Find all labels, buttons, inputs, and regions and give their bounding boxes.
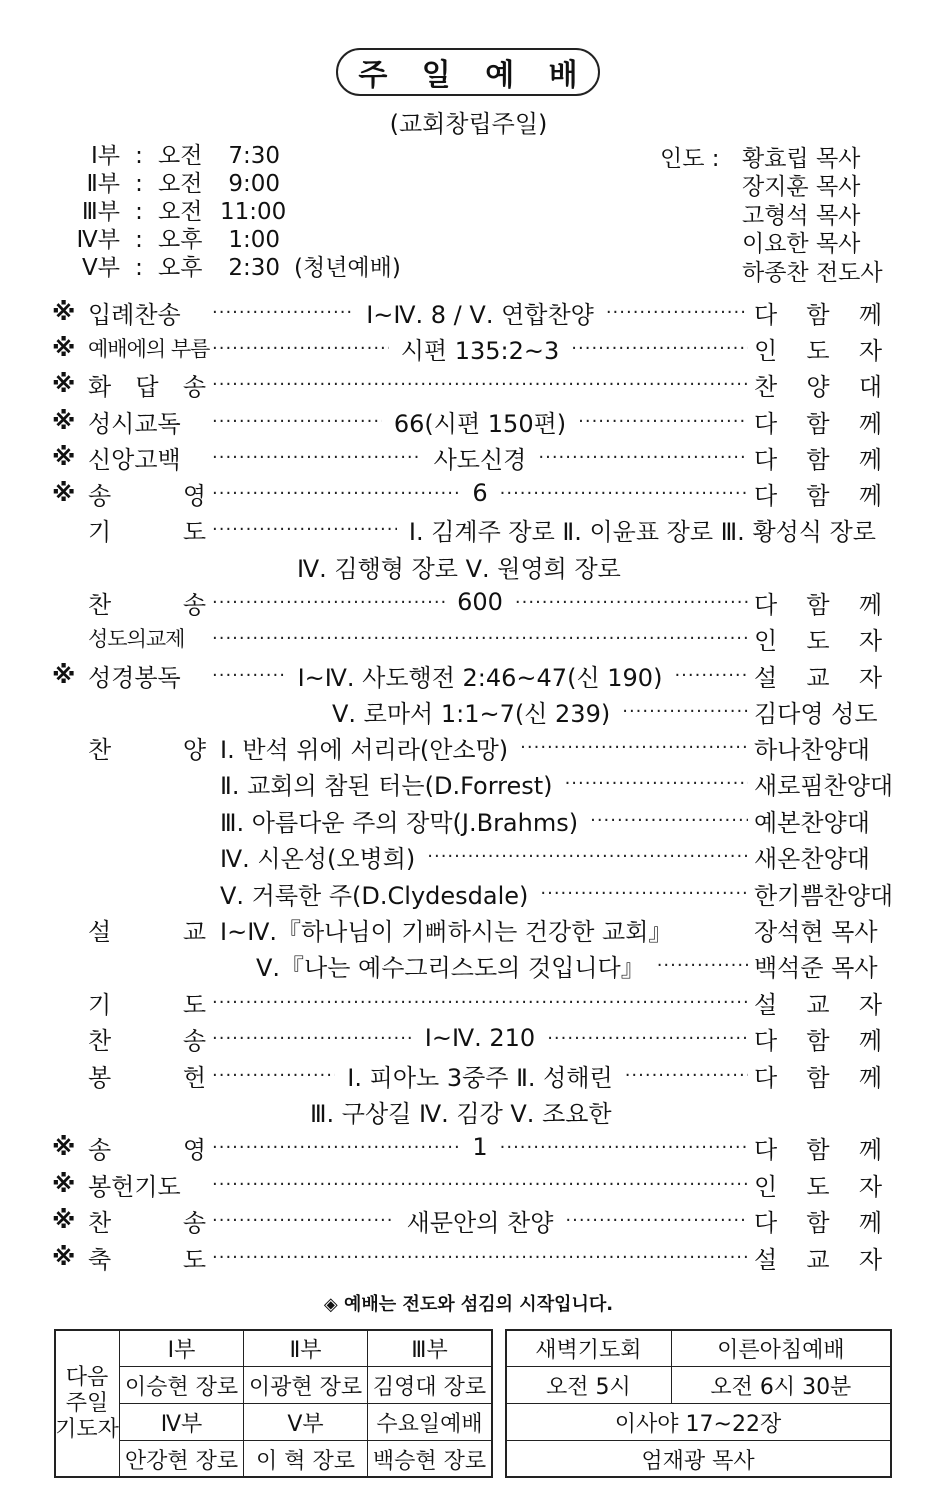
item-name-part: 봉헌기도 — [88, 1172, 181, 1201]
service-note: (청년예배) — [294, 255, 401, 281]
item-name — [88, 985, 206, 1020]
item-responder-part: 께 — [858, 590, 882, 619]
item-responder-part: 다 — [754, 1208, 778, 1237]
anthem-row — [214, 803, 882, 837]
reference-mark: ※ — [52, 298, 76, 326]
leader-dots — [212, 1210, 395, 1231]
item-name-part: 송 — [182, 1026, 206, 1055]
item-content: Ⅰ. 김계주 장로 Ⅱ. 이윤표 장로 Ⅲ. 황성식 장로 — [408, 517, 876, 546]
item-content: Ⅰ. 피아노 3중주 Ⅱ. 성해린 — [347, 1063, 613, 1092]
item-content: Ⅴ. 거룩한 주(D.Clydesdale) — [220, 881, 529, 910]
leader-dots — [427, 846, 748, 867]
item-responder — [754, 1203, 882, 1238]
service-part: Ⅱ부 — [86, 171, 120, 197]
order-item — [52, 621, 882, 655]
item-responder-part: 대 — [858, 372, 882, 401]
item-responder-part: 다 — [754, 409, 778, 438]
service-part: Ⅴ부 — [82, 255, 120, 281]
item-name-part: 축 — [88, 1245, 112, 1274]
leader-dots — [212, 1174, 748, 1195]
leader-dots — [212, 1028, 413, 1049]
service-time: 7:30 — [228, 143, 280, 169]
item-name — [88, 1130, 206, 1165]
leader-dots — [590, 810, 748, 831]
separator: : — [135, 255, 143, 281]
reference-mark: ※ — [52, 1133, 76, 1161]
order-item — [52, 585, 882, 619]
item-responder-part: 자 — [858, 336, 883, 365]
item-content: 6 — [472, 479, 488, 507]
item-name — [88, 912, 206, 947]
item-responder — [754, 404, 882, 439]
item-responder-part: 설 — [754, 990, 778, 1019]
service-ampm: 오전 — [158, 199, 203, 225]
item-name — [88, 658, 206, 693]
page-title: 주 일 예 배 — [336, 48, 600, 96]
service-part: Ⅲ부 — [81, 199, 120, 225]
leader-dots — [212, 628, 748, 649]
item-responder — [754, 367, 882, 402]
leader-dots — [500, 1137, 748, 1158]
table-header: Ⅴ부 — [244, 1404, 368, 1441]
anthem-row — [214, 876, 894, 910]
service-ampm: 오후 — [158, 227, 203, 253]
item-responder-part: 함 — [806, 481, 830, 510]
anthem-row — [214, 840, 882, 874]
item-responder — [754, 985, 882, 1020]
item-responder-part: 교 — [806, 990, 830, 1019]
item-responder-part: 께 — [858, 409, 883, 438]
item-name-part: 도 — [182, 990, 206, 1019]
item-responder — [754, 440, 882, 475]
item-responder-part: 함 — [806, 590, 830, 619]
item-name — [88, 333, 210, 363]
item-name-part: 기 — [88, 990, 112, 1019]
item-name-part: 신앙고백 — [88, 445, 181, 474]
leader-dots — [212, 992, 748, 1013]
preacher-cell: 엄재광 목사 — [506, 1441, 891, 1478]
order-item — [52, 476, 882, 510]
item-responder-part: 함 — [806, 300, 830, 329]
item-content: 600 — [457, 588, 503, 616]
item-responder-part: 함 — [806, 1208, 830, 1237]
label-line: 주일 — [65, 1390, 109, 1416]
item-responder — [754, 1167, 882, 1202]
anthem-label — [52, 730, 212, 764]
item-content: Ⅰ~Ⅳ. 210 — [424, 1024, 536, 1052]
leader-dots — [625, 1065, 748, 1086]
leader-dots — [538, 447, 748, 468]
table-cell: 이승현 장로 — [120, 1367, 244, 1404]
item-name-part: 예배에의 부름 — [88, 337, 210, 361]
item-responder-part: 찬 — [754, 372, 778, 401]
item-responder — [754, 476, 882, 511]
item-responder-part: 함 — [806, 1026, 830, 1055]
item-responder-part: 교 — [806, 1245, 830, 1274]
item-content: Ⅴ.『나는 예수그리스도의 것입니다』 — [256, 953, 645, 982]
service-part: Ⅳ부 — [76, 227, 120, 253]
item-name — [88, 1058, 206, 1093]
item-content: Ⅳ. 시온성(오병희) — [220, 845, 416, 874]
item-responder: 김다영 성도 — [754, 699, 878, 728]
leader-dots — [515, 592, 748, 613]
item-name — [88, 730, 206, 765]
order-item — [52, 1058, 882, 1092]
item-name — [88, 1240, 206, 1275]
item-content: 1 — [472, 1133, 488, 1161]
item-responder-part: 께 — [858, 1026, 882, 1055]
item-content: Ⅲ. 아름다운 주의 장막(J.Brahms) — [220, 808, 579, 837]
item-name-part: 송 — [182, 590, 206, 619]
prayer-continuation: Ⅳ. 김행형 장로 Ⅴ. 원영희 장로 — [297, 555, 621, 583]
reference-mark: ※ — [52, 1170, 76, 1198]
item-responder — [754, 1021, 882, 1056]
item-name-part: 영 — [182, 1135, 206, 1164]
table-header: Ⅲ부 — [368, 1330, 492, 1367]
leader-dots — [212, 483, 460, 504]
item-responder: 백석준 목사 — [754, 953, 878, 982]
item-name-part: 입례찬송 — [88, 300, 181, 329]
item-responder-part: 함 — [806, 1063, 830, 1092]
item-responder — [754, 658, 882, 693]
item-name-part: 도 — [182, 517, 206, 546]
table-cell: 오전 6시 30분 — [671, 1367, 890, 1404]
table-cell: 이광현 장로 — [244, 1367, 368, 1404]
item-content: Ⅰ~Ⅳ. 8 / Ⅴ. 연합찬양 — [366, 300, 594, 329]
leader-dots — [500, 483, 748, 504]
item-responder-part: 다 — [754, 445, 778, 474]
table-header: Ⅰ부 — [120, 1330, 244, 1367]
service-time: 1:00 — [228, 227, 280, 253]
leader-dots — [578, 411, 748, 432]
leader-dots — [212, 374, 748, 395]
item-responder: 예본찬양대 — [754, 808, 870, 837]
item-name — [88, 1021, 206, 1056]
item-responder-part: 께 — [858, 1063, 882, 1092]
leader-dots — [212, 592, 445, 613]
order-item — [52, 985, 882, 1019]
item-name-part: 찬 — [88, 1208, 112, 1237]
leader-dots — [540, 883, 748, 904]
order-item — [52, 404, 882, 438]
leader-dots — [520, 737, 748, 758]
item-content: Ⅰ~Ⅳ. 사도행전 2:46~47(신 190) — [297, 663, 663, 692]
item-name — [88, 512, 206, 547]
table-cell: 안강현 장로 — [120, 1441, 244, 1478]
leader-dots — [212, 302, 354, 323]
item-name — [88, 404, 206, 439]
leader-name: 황효립 목사 — [742, 146, 861, 172]
item-name-part: 봉 — [88, 1063, 112, 1092]
order-item — [52, 440, 882, 474]
item-responder — [754, 1058, 882, 1093]
table-cell: 오전 5시 — [506, 1367, 672, 1404]
item-responder-part: 인 — [754, 336, 778, 365]
leader-dots — [212, 665, 286, 686]
separator: : — [135, 143, 143, 169]
service-part: Ⅰ부 — [90, 143, 120, 169]
order-item — [52, 1240, 882, 1274]
table-cell: 이 혁 장로 — [244, 1441, 368, 1478]
leader-dots — [674, 665, 748, 686]
item-content: 66(시편 150편) — [393, 409, 567, 438]
separator: : — [135, 227, 143, 253]
order-item — [52, 295, 882, 329]
item-name — [88, 367, 206, 402]
order-item — [52, 658, 882, 692]
item-responder-part: 인 — [754, 1172, 778, 1201]
service-ampm: 오후 — [158, 255, 203, 281]
sermon-row — [214, 912, 882, 946]
service-ampm: 오전 — [158, 143, 203, 169]
item-name — [88, 1167, 206, 1202]
item-name-part: 도 — [182, 1245, 206, 1274]
item-responder-part: 께 — [858, 481, 882, 510]
order-item — [52, 331, 882, 365]
offering-continuation: Ⅲ. 구상길 Ⅳ. 김강 Ⅴ. 조요한 — [310, 1100, 612, 1128]
anthem-row — [214, 767, 894, 801]
leader-dots — [565, 1210, 748, 1231]
item-name — [88, 295, 206, 330]
item-name-part: 송 — [88, 1135, 112, 1164]
item-content: Ⅴ. 로마서 1:1~7(신 239) — [332, 699, 611, 728]
item-responder-part: 도 — [806, 1172, 830, 1201]
item-responder-part: 다 — [754, 300, 778, 329]
reference-mark: ※ — [52, 1206, 76, 1234]
item-name-part: 찬 — [88, 1026, 112, 1055]
leader-dots — [212, 447, 422, 468]
item-responder-part: 양 — [806, 372, 830, 401]
leader-dots — [212, 519, 397, 540]
item-responder-part: 께 — [858, 1208, 883, 1237]
item-name-part: 영 — [182, 481, 206, 510]
item-responder: 한기쁨찬양대 — [754, 881, 894, 910]
item-responder-part: 자 — [858, 663, 883, 692]
reference-mark: ※ — [52, 1243, 76, 1271]
item-name-part: 성도의교제 — [88, 627, 185, 651]
item-responder-part: 다 — [754, 481, 778, 510]
item-responder: 장석현 목사 — [754, 917, 878, 946]
item-name — [88, 476, 206, 511]
service-time: 11:00 — [220, 199, 287, 225]
table-cell: 김영대 장로 — [368, 1367, 492, 1404]
sermon-row — [250, 948, 882, 982]
item-responder-part: 설 — [754, 663, 778, 692]
leader-name: 장지훈 목사 — [742, 174, 861, 201]
item-name-part: 찬 — [88, 735, 112, 764]
item-responder: 새로핌찬양대 — [754, 772, 894, 801]
table-header: 새벽기도회 — [506, 1330, 672, 1367]
item-name-part: 설 — [88, 917, 112, 946]
item-responder — [754, 1240, 882, 1275]
item-responder-part: 다 — [754, 1026, 778, 1055]
item-name — [88, 440, 206, 475]
item-name-part: 성경봉독 — [88, 663, 181, 692]
order-item — [52, 1167, 882, 1201]
leader-dots — [606, 302, 748, 323]
order-item — [52, 1021, 882, 1055]
item-name-part: 헌 — [182, 1063, 206, 1092]
sermon-label — [52, 912, 212, 946]
item-responder — [754, 621, 882, 656]
leader-dots — [547, 1028, 748, 1049]
reference-mark: ※ — [52, 334, 76, 362]
leader-name: 이요한 목사 — [742, 231, 861, 258]
reference-mark: ※ — [52, 661, 76, 689]
item-name — [88, 623, 206, 653]
item-responder-part: 께 — [858, 445, 882, 474]
table-cell: 백승현 장로 — [368, 1441, 492, 1478]
reference-mark: ※ — [52, 407, 76, 435]
item-responder-part: 다 — [754, 590, 778, 619]
item-responder-part: 함 — [806, 1135, 830, 1164]
item-responder — [754, 585, 882, 620]
item-name-part: 송 — [88, 481, 112, 510]
leader-dots — [565, 773, 748, 794]
leader-dots — [622, 701, 748, 722]
service-ampm: 오전 — [158, 171, 203, 197]
item-responder-part: 자 — [858, 1245, 882, 1274]
item-name-part: 교 — [182, 917, 206, 946]
service-time: 2:30 — [228, 255, 280, 281]
item-responder — [754, 1130, 882, 1165]
table-header: Ⅱ부 — [244, 1330, 368, 1367]
item-name-part: 기 — [88, 517, 112, 546]
item-responder-part: 자 — [858, 1172, 882, 1201]
item-responder: 하나찬양대 — [754, 735, 870, 764]
item-responder-part: 함 — [806, 409, 830, 438]
item-content: Ⅱ. 교회의 참된 터는(D.Forrest) — [220, 772, 553, 801]
order-item — [52, 512, 882, 546]
page-subtitle: (교회창립주일) — [389, 110, 548, 138]
leader-dots — [212, 1137, 460, 1158]
item-name-part: 양 — [182, 735, 206, 764]
item-name — [88, 1203, 206, 1238]
item-responder-part: 자 — [858, 626, 882, 655]
leader-name: 고형석 목사 — [742, 202, 861, 229]
table-frame — [505, 1329, 892, 1478]
item-name-part: 화 — [88, 372, 112, 401]
leader-name: 하종찬 전도사 — [742, 259, 883, 286]
item-content: 사도신경 — [433, 445, 527, 474]
order-item — [52, 1130, 882, 1164]
item-name-part: 찬 — [88, 590, 112, 619]
anthem-row — [214, 730, 882, 764]
separator: : — [135, 171, 143, 197]
table-frame — [54, 1329, 493, 1478]
order-item — [52, 1203, 882, 1237]
item-responder-part: 설 — [754, 1245, 778, 1274]
item-name — [88, 585, 206, 620]
item-name-part: 송 — [182, 1208, 206, 1237]
table-header: Ⅳ부 — [120, 1404, 244, 1441]
item-responder-part: 함 — [806, 445, 830, 474]
table-header: 수요일예배 — [368, 1404, 492, 1441]
item-responder: 새온찬양대 — [754, 845, 870, 874]
item-responder-part: 자 — [858, 990, 882, 1019]
item-responder-part: 다 — [754, 1135, 778, 1164]
item-responder-part: 다 — [754, 1063, 778, 1092]
leader-dots — [212, 1247, 748, 1268]
item-responder-part: 교 — [806, 663, 830, 692]
leader-label: 인도 : — [660, 146, 720, 172]
item-responder-part: 께 — [858, 1135, 882, 1164]
item-name-part: 송 — [182, 372, 206, 401]
item-responder-part: 인 — [754, 626, 778, 655]
scripture-cell: 이사야 17~22장 — [506, 1404, 891, 1441]
leader-dots — [212, 411, 382, 432]
service-time: 9:00 — [228, 171, 280, 197]
item-name-part: 답 — [135, 372, 159, 401]
leader-dots — [657, 955, 748, 976]
leader-dots — [212, 1065, 335, 1086]
reference-mark: ※ — [52, 479, 76, 507]
label-line: 다음 — [65, 1364, 109, 1390]
item-responder-part: 도 — [806, 336, 830, 365]
table-header: 이른아침예배 — [671, 1330, 890, 1367]
order-item — [52, 367, 882, 401]
notice: ◈ 예배는 전도와 섬김의 시작입니다. — [323, 1294, 614, 1315]
item-name-part: 성시교독 — [88, 409, 181, 438]
item-responder-part: 도 — [806, 626, 830, 655]
reading-continuation — [326, 694, 882, 728]
reference-mark: ※ — [52, 370, 76, 398]
item-content: Ⅰ. 반석 위에 서리라(안소망) — [220, 735, 509, 764]
item-responder — [754, 295, 882, 330]
item-content: Ⅰ~Ⅳ.『하나님이 기뻐하시는 건강한 교회』 — [220, 917, 673, 946]
item-responder-part: 께 — [858, 300, 882, 329]
item-content: 시편 135:2~3 — [400, 336, 560, 365]
separator: : — [135, 199, 143, 225]
item-content: 새문안의 찬양 — [406, 1208, 554, 1237]
leader-dots — [571, 338, 748, 359]
item-responder — [754, 331, 882, 366]
label-line: 기도자 — [55, 1416, 119, 1442]
leader-dots — [212, 338, 389, 359]
reference-mark: ※ — [52, 443, 76, 471]
